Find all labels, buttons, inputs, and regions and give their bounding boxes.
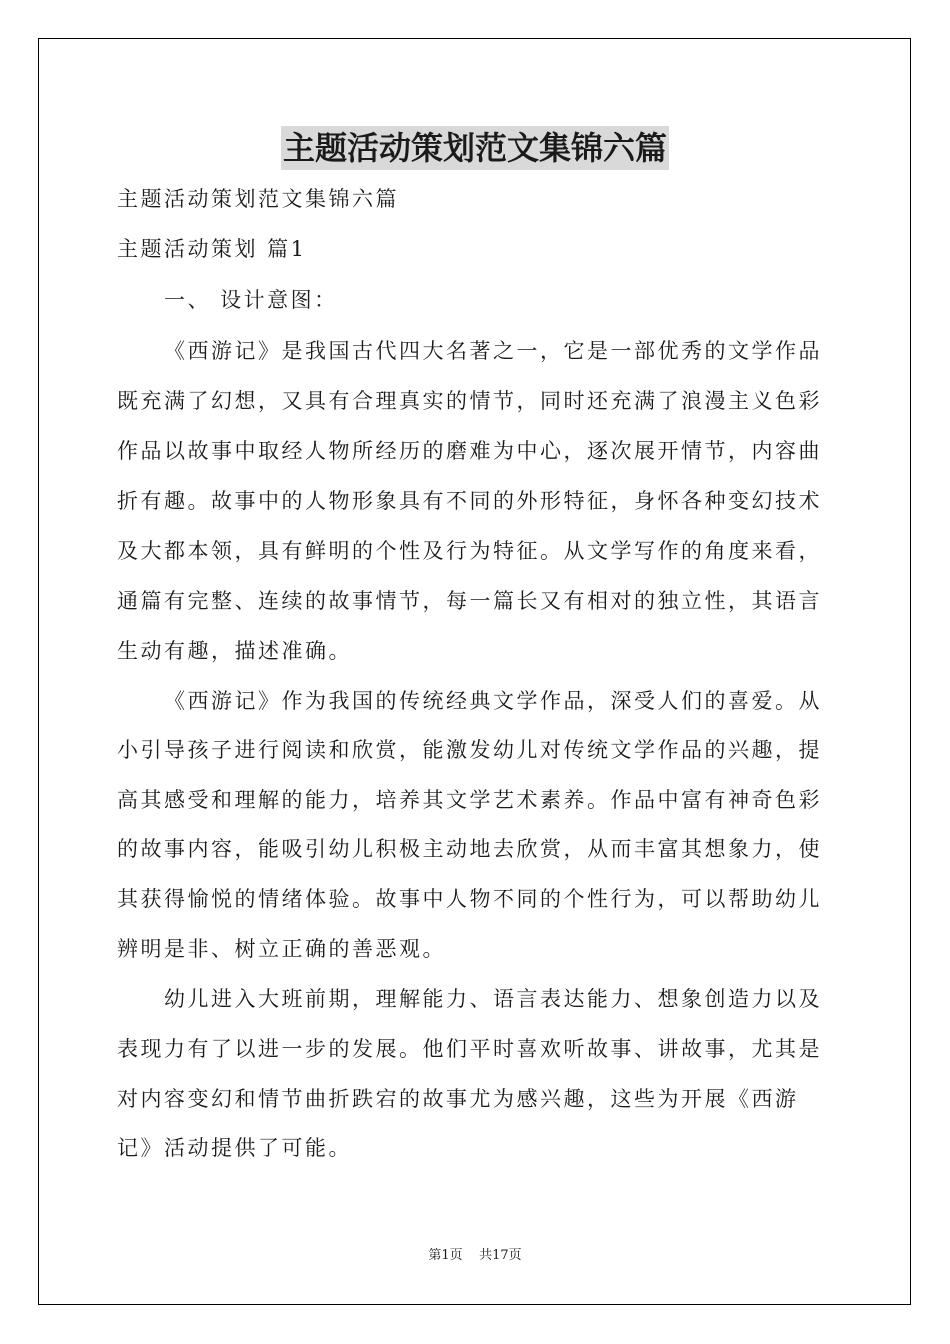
paragraph-line: 其获得愉悦的情绪体验。故事中人物不同的个性行为，可以帮助幼儿 (117, 887, 822, 911)
title-container (0, 126, 950, 170)
paragraph-line: 作品以故事中取经人物所经历的磨难为中心，逐次展开情节，内容曲 (117, 439, 822, 463)
paragraph-line: 小引导孩子进行阅读和欣赏，能激发幼儿对传统文学作品的兴趣，提 (117, 738, 822, 762)
paragraph-line: 幼儿进入大班前期，理解能力、语言表达能力、想象创造力以及 (164, 987, 822, 1011)
page-footer (0, 1247, 950, 1265)
section-heading: 主题活动策划 篇1 (117, 237, 307, 261)
paragraph-line: 折有趣。故事中的人物形象具有不同的外形特征，身怀各种变幻技术 (117, 489, 822, 513)
paragraph-line: 对内容变幻和情节曲折跌宕的故事尤为感兴趣，这些为开展《西游 (117, 1087, 799, 1111)
paragraph-line: 既充满了幻想，又具有合理真实的情节，同时还充满了浪漫主义色彩 (117, 389, 822, 413)
item-heading: 一、 设计意图： (164, 288, 338, 312)
document-subtitle: 主题活动策划范文集锦六篇 (117, 187, 399, 211)
paragraph-line: 记》活动提供了可能。 (117, 1136, 352, 1160)
paragraph-line: 通篇有完整、连续的故事情节，每一篇长又有相对的独立性，其语言 (117, 589, 822, 613)
paragraph-line: 《西游记》作为我国的传统经典文学作品，深受人们的喜爱。从 (164, 689, 822, 713)
document-title: 主题活动策划范文集锦六篇 (281, 126, 669, 170)
paragraph-line: 表现力有了以进一步的发展。他们平时喜欢听故事、讲故事，尤其是 (117, 1037, 822, 1061)
paragraph-line: 《西游记》是我国古代四大名著之一，它是一部优秀的文学作品 (164, 339, 822, 363)
paragraph-line: 辨明是非、树立正确的善恶观。 (117, 937, 446, 961)
total-pages: 共17页 (479, 1248, 522, 1263)
paragraph-line: 及大都本领，具有鲜明的个性及行为特征。从文学写作的角度来看， (117, 539, 822, 563)
paragraph-line: 的故事内容，能吸引幼儿积极主动地去欣赏，从而丰富其想象力，使 (117, 837, 822, 861)
page-number: 第1页 (428, 1248, 463, 1263)
page-border (38, 38, 911, 1305)
paragraph-line: 生动有趣，描述准确。 (117, 639, 352, 663)
paragraph-line: 高其感受和理解的能力，培养其文学艺术素养。作品中富有神奇色彩 (117, 788, 822, 812)
